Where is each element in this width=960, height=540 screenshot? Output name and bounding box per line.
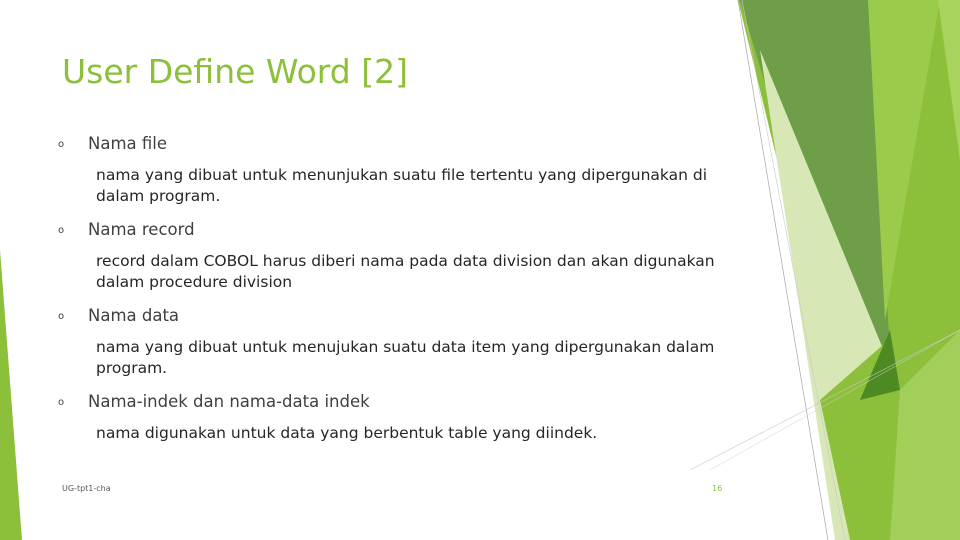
left-accent-bar [0,250,22,540]
bullet-icon: o [58,225,65,236]
list-item [58,304,718,379]
bullet-list [58,132,718,444]
item-heading: Nama record [88,220,195,239]
slide-title: User Define Word [2] [62,52,408,91]
item-heading: Nama-indek dan nama-data indek [88,392,370,411]
list-item [58,132,718,207]
item-description: nama yang dibuat untuk menunjukan suatu file tertentu yang dipergunakan di dalam program. [96,166,708,205]
list-item [58,218,718,293]
bullet-icon: o [58,397,65,408]
footer-text: UG-tpt1-cha [62,484,111,493]
list-item [58,390,718,444]
page-number: 16 [712,484,723,493]
bullet-icon: o [58,139,65,150]
item-heading: Nama data [88,306,180,325]
item-description: nama yang dibuat untuk menujukan suatu data item yang dipergunakan dalam program. [96,338,715,377]
item-description: record dalam COBOL harus diberi nama pada data division dan akan digunakan dalam procedure division [96,252,715,291]
item-heading: Nama file [88,134,168,153]
item-description: nama digunakan untuk data yang berbentuk table yang diindek. [96,424,598,442]
bullet-icon: o [58,311,65,322]
